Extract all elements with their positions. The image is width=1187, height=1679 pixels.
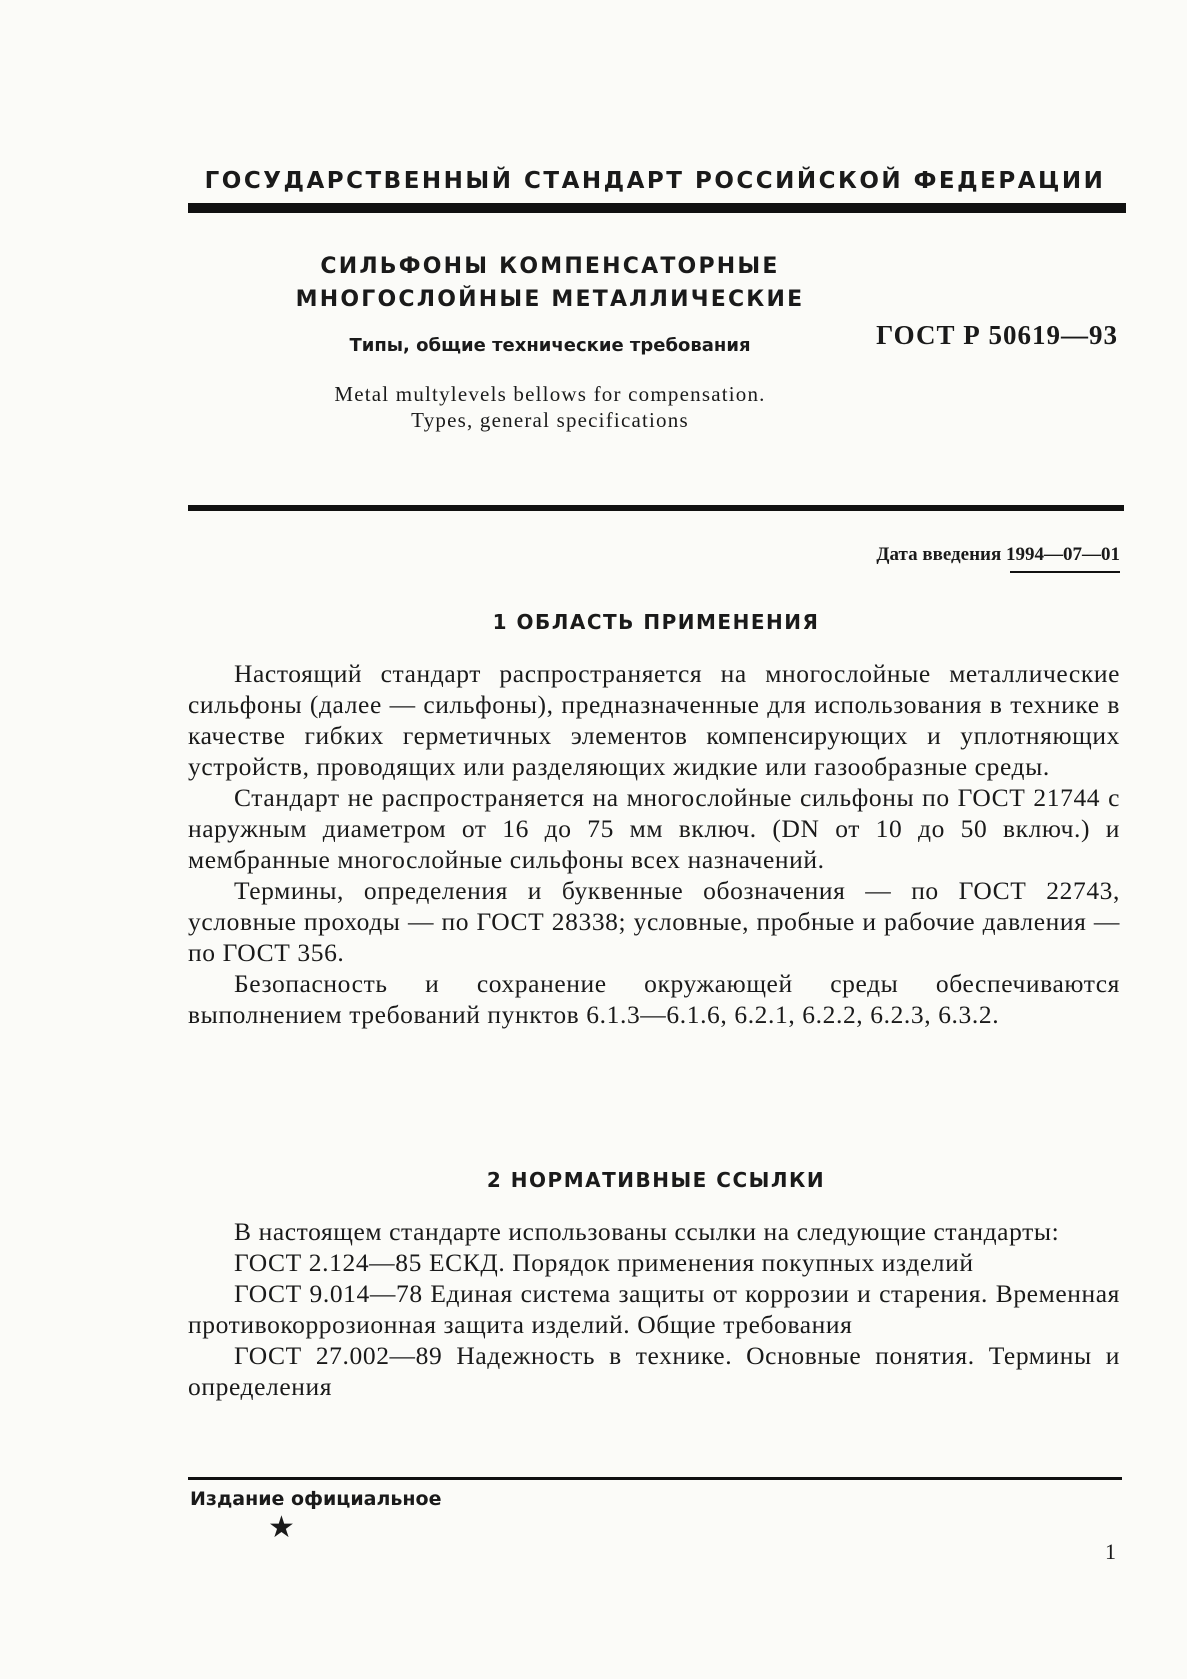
introduction-date-value: 1994—07—01 [1006, 544, 1120, 565]
date-underline [1010, 571, 1120, 573]
reference-item: ГОСТ 27.002—89 Надежность в технике. Основные понятия. Термины и определения [188, 1341, 1120, 1401]
english-title-line-1: Metal multylevels bellows for compensation. [334, 382, 766, 406]
top-rule [188, 203, 1126, 213]
paragraph: Безопасность и сохранение окружающей среды обеспечиваются выполнением требований пунктов 6.1.3—6.1.6, 6.2.1, 6.2.2, 6.2.3, 6.3.2. [188, 969, 1120, 1029]
state-standard-title: ГОСУДАРСТВЕННЫЙ СТАНДАРТ РОССИЙСКОЙ ФЕДЕРАЦИИ [204, 168, 1106, 194]
section-1-body [188, 658, 1120, 1030]
document-subtitle: Типы, общие технические требования [349, 335, 751, 356]
introduction-date [700, 544, 1120, 566]
star-icon: ★ [268, 1511, 295, 1544]
introduction-date-label: Дата введения [876, 544, 1002, 565]
document-title-line-2: МНОГОСЛОЙНЫЕ МЕТАЛЛИЧЕСКИЕ [295, 287, 805, 312]
paragraph: Термины, определения и буквенные обозначения — по ГОСТ 22743, условные проходы — по ГОСТ 28338; условные, пробные и рабочие давления — по ГОСТ 356. [188, 876, 1120, 967]
section-2-body [188, 1216, 1120, 1402]
english-title [220, 381, 880, 433]
bottom-rule [188, 1477, 1122, 1480]
reference-item: ГОСТ 2.124—85 ЕСКД. Порядок применения покупных изделий [234, 1248, 974, 1277]
official-edition-label: Издание официальное [190, 1488, 442, 1510]
gost-number: ГОСТ Р 50619—93 [876, 320, 1118, 350]
document-title [250, 250, 850, 316]
section-2-heading: 2 НОРМАТИВНЫЕ ССЫЛКИ [486, 1168, 826, 1192]
paragraph: Стандарт не распространяется на многослойные сильфоны по ГОСТ 21744 с наружным диаметром от 16 до 75 мм включ. (DN от 10 до 50 включ.) и мембранные многослойные сильфоны всех назначений. [188, 783, 1120, 874]
reference-item: ГОСТ 9.014—78 Единая система защиты от коррозии и старения. Временная противокоррозионная защита изделий. Общие требования [188, 1279, 1120, 1339]
document-title-line-1: СИЛЬФОНЫ КОМПЕНСАТОРНЫЕ [320, 254, 780, 279]
middle-rule [188, 505, 1124, 511]
section-1-heading: 1 ОБЛАСТЬ ПРИМЕНЕНИЯ [492, 610, 820, 634]
paragraph: Настоящий стандарт распространяется на многослойные металлические сильфоны (далее — сильфоны), предназначенные для использования в технике в качестве гибких герметичных элементов компенсирующих и уплотняющих устройств, проводящих или разделяющих жидкие или газообразные среды. [188, 659, 1120, 781]
page-number: 1 [1105, 1539, 1116, 1564]
english-title-line-2: Types, general specifications [411, 408, 689, 432]
paragraph: В настоящем стандарте использованы ссылки на следующие стандарты: [234, 1217, 1060, 1246]
